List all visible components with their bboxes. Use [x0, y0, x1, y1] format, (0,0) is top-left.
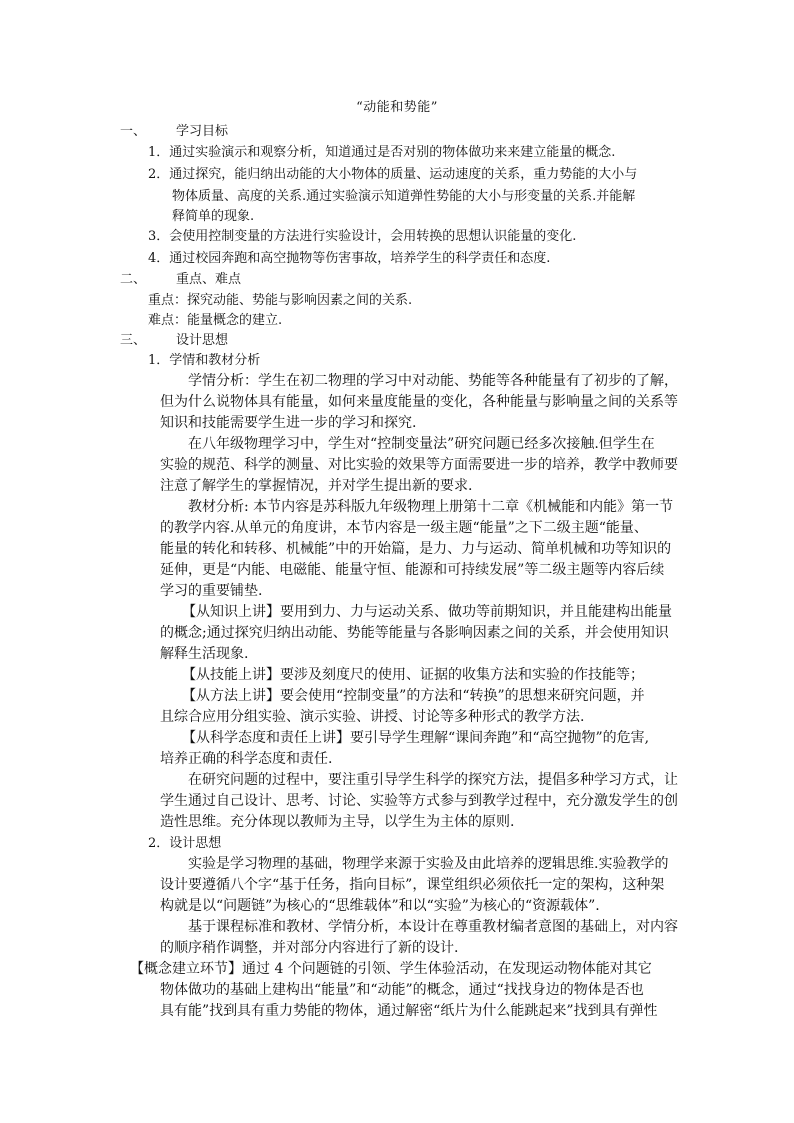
paragraph-line: 实验的规范、科学的测量、对比实验的效果等方面需要进一步的培养，教学中教师要 [160, 457, 678, 473]
section-heading-design [120, 329, 228, 348]
section-label: 学习目标 [176, 124, 229, 139]
paragraph-line: 造性思维。充分体现以教师为主导，以学生为主体的原则. [160, 814, 515, 830]
key-point: 难点：能量概念的建立. [148, 313, 283, 328]
paragraph-line: 具有能”找到具有重力势能的物体，通过解密“纸片为什么能跳起来”找到具有弹性 [160, 1003, 658, 1019]
paragraph-line: 【从技能上讲】要涉及刻度尺的使用、证据的收集方法和实验的作技能等； [182, 667, 644, 683]
goal-item: 1．通过实验演示和观察分析，知道通过是否对别的物体做功来来建立能量的概念. [148, 145, 616, 160]
paragraph-line: 基于课程标准和教材、学情分析，本设计在尊重教材编者意图的基础上，对内容 [188, 919, 678, 935]
section-heading-goals [120, 120, 228, 139]
paragraph-line: 教材分析: 本节内容是苏科版九年级物理上册第十二章《机械能和内能》第一节 [188, 499, 674, 515]
subsection-heading: 1．学情和教材分析 [148, 353, 261, 368]
paragraph-line: 解释生活现象. [160, 646, 249, 662]
paragraph-line: 【概念建立环节】通过 4 个问题链的引领、学生体验活动，在发现运动物体能对其它 [130, 961, 652, 977]
key-point: 重点：探究动能、势能与影响因素之间的关系. [148, 293, 413, 308]
paragraph-line: 在研究问题的过程中，要注重引导学生科学的探究方法，提倡多种学习方式，让 [188, 772, 678, 788]
goal-item: 3．会使用控制变量的方法进行实验设计，会用转换的思想认识能量的变化. [148, 229, 577, 244]
paragraph-line: 在八年级物理学习中，学生对“控制变量法”研究问题已经多次接触.但学生在 [188, 436, 655, 452]
paragraph-line: 【从方法上讲】要会使用“控制变量”的方法和“转换”的思想来研究问题，并 [182, 688, 645, 704]
paragraph-line: 的概念;通过探究归纳出动能、势能等能量与各影响因素之间的关系，并会使用知识 [160, 625, 669, 641]
paragraph-line: 培养正确的科学态度和责任. [160, 751, 333, 767]
section-label: 设计思想 [176, 333, 229, 348]
document-title: “动能和势能” [356, 100, 438, 115]
paragraph-line: 的教学内容.从单元的角度讲，本节内容是一级主题“能量”之下二级主题“能量、 [160, 520, 648, 536]
paragraph-line: 知识和技能需要学生进一步的学习和探究. [160, 415, 417, 431]
section-label: 重点、难点 [176, 272, 242, 287]
goal-item-continuation: 物体质量、高度的关系.通过实验演示知道弹性势能的大小与形变量的关系.并能解 [172, 189, 636, 204]
section-heading-key-points [120, 268, 241, 287]
paragraph-line: 能量的转化和转移、机械能”中的开始篇，是力、力与运动、简单机械和功等知识的 [160, 541, 672, 557]
paragraph-line: 注意了解学生的掌握情况，并对学生提出新的要求. [160, 478, 473, 494]
paragraph-line: 的顺序稍作调整，并对部分内容进行了新的设计. [160, 940, 459, 956]
paragraph-line: 设计要遵循八个字“基于任务，指向目标”，课堂组织必须依托一定的架构，这种架 [160, 877, 665, 893]
section-number: 一、 [120, 124, 147, 139]
paragraph-line: 且综合应用分组实验、演示实验、讲授、讨论等多种形式的教学方法. [160, 709, 585, 725]
goal-item: 2．通过探究，能归纳出动能的大小物体的质量、运动速度的关系，重力势能的大小与 [148, 167, 638, 182]
goal-item: 4．通过校园奔跑和高空抛物等伤害事故，培养学生的科学责任和态度. [148, 251, 551, 266]
paragraph-line: 实验是学习物理的基础，物理学来源于实验及由此培养的逻辑思维.实验教学的 [188, 856, 669, 872]
paragraph-line: 【从知识上讲】要用到力、力与运动关系、做功等前期知识，并且能建构出能量 [182, 604, 672, 620]
section-number: 二、 [120, 272, 147, 287]
section-number: 三、 [120, 333, 147, 348]
paragraph-line: 学习的重要铺垫. [160, 583, 263, 599]
paragraph-line: 物体做功的基础上建构出“能量”和“动能”的概念，通过“找找身边的物体是否也 [160, 982, 644, 998]
goal-item-continuation: 释简单的现象. [172, 209, 255, 224]
paragraph-line: 【从科学态度和责任上讲】要引导学生理解“课间奔跑”和“高空抛物”的危害, [182, 730, 650, 746]
subsection-heading: 2．设计思想 [148, 836, 222, 851]
paragraph-line: 但为什么说物体具有能量，如何来量度能量的变化，各种能量与影响量之间的关系等 [160, 394, 678, 410]
paragraph-line: 学情分析：学生在初二物理的学习中对动能、势能等各种能量有了初步的了解， [188, 373, 678, 389]
paragraph-line: 学生通过自己设计、思考、讨论、实验等方式参与到教学过程中，充分激发学生的创 [160, 793, 678, 809]
paragraph-line: 构就是以“问题链”为核心的“思维载体”和以“实验”为核心的“资源载体”. [160, 898, 600, 914]
paragraph-line: 延伸，更是“内能、电磁能、能量守恒、能源和可持续发展”等二级主题等内容后续 [160, 562, 665, 578]
